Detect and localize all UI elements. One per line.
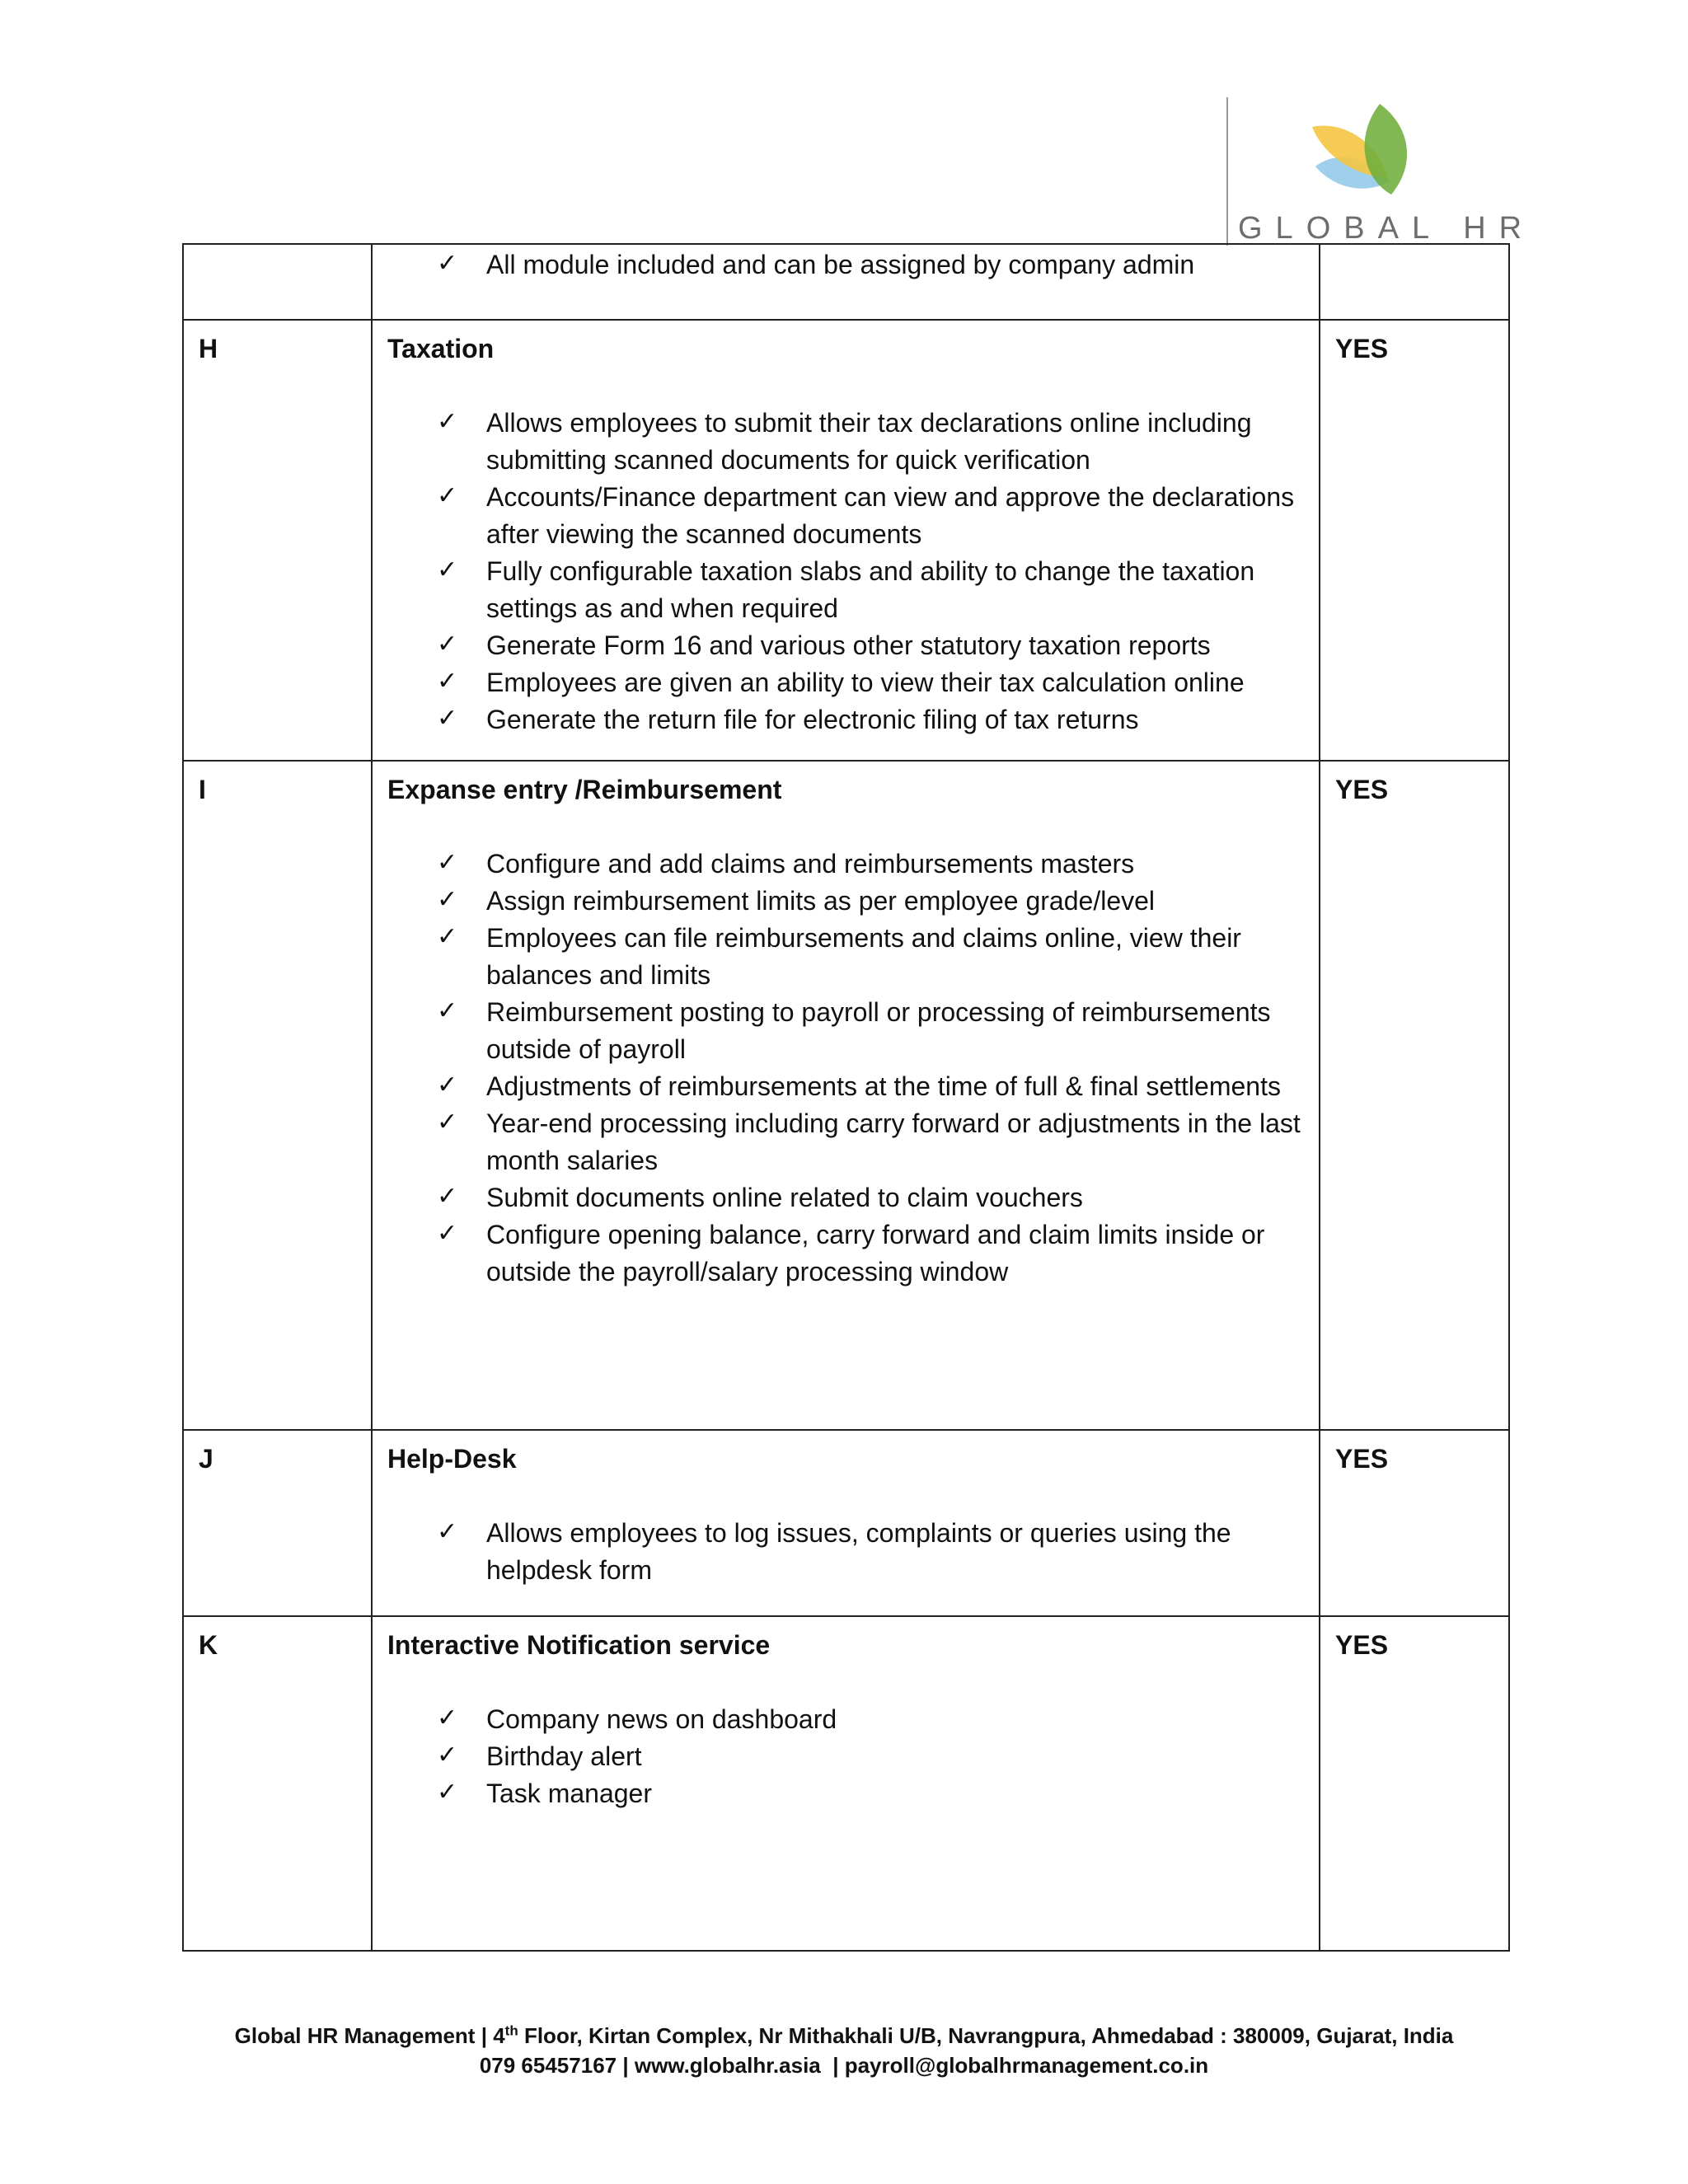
- footer-address: Floor, Kirtan Complex, Nr Mithakhali U/B, Navrangpura, Ahmedabad : 380009, Gujarat, India: [523, 2023, 1454, 2048]
- checkmark-icon: ✓: [437, 630, 458, 658]
- list-item-text: Adjustments of reimbursements at the time of full & final settlements: [486, 1071, 1281, 1101]
- row-description-cell: [372, 761, 1320, 1430]
- row-id-cell: H: [183, 320, 372, 761]
- list-item-text: Configure and add claims and reimbursements masters: [486, 849, 1135, 879]
- list-item: [437, 920, 1304, 994]
- list-item: [437, 1068, 1304, 1105]
- checkmark-icon: ✓: [437, 704, 458, 733]
- row-availability-cell: [1320, 244, 1509, 320]
- feature-title: Expanse entry /Reimbursement: [387, 775, 782, 804]
- list-item: [437, 1515, 1304, 1589]
- footer-floor-suffix: th: [504, 2022, 518, 2039]
- list-item-text: Reimbursement posting to payroll or processing of reimbursements outside of payroll: [486, 997, 1271, 1064]
- table-row-help-desk: [183, 1430, 1509, 1616]
- list-item: [437, 1738, 1304, 1775]
- row-availability-cell: YES: [1320, 761, 1509, 1430]
- checkmark-icon: ✓: [437, 996, 458, 1025]
- checkmark-icon: ✓: [437, 249, 458, 278]
- table-row-notification-service: [183, 1616, 1509, 1951]
- logo-wordmark: GLOBAL HR: [1238, 211, 1536, 246]
- list-item-text: Fully configurable taxation slabs and ability to change the taxation settings as and when required: [486, 556, 1255, 623]
- list-item-text: Employees can file reimbursements and claims online, view their balances and limits: [486, 923, 1241, 990]
- footer-contact-line: [0, 2050, 1688, 2080]
- company-logo: [1226, 97, 1536, 246]
- list-item: [437, 701, 1304, 738]
- checkmark-icon: ✓: [437, 1517, 458, 1546]
- checkmark-icon: ✓: [437, 922, 458, 951]
- feature-table: [182, 243, 1510, 1952]
- list-item: [437, 405, 1304, 479]
- feature-list: [387, 1701, 1304, 1812]
- feature-title: Help-Desk: [387, 1444, 517, 1474]
- page-footer: [0, 2021, 1688, 2080]
- list-item-text: Allows employees to log issues, complaints or queries using the helpdesk form: [486, 1518, 1231, 1585]
- list-item-text: Birthday alert: [486, 1741, 642, 1771]
- checkmark-icon: ✓: [437, 481, 458, 510]
- row-description-cell: [372, 1616, 1320, 1951]
- list-item-text: Year-end processing including carry forward or adjustments in the last month salaries: [486, 1108, 1301, 1175]
- row-id-cell: J: [183, 1430, 372, 1616]
- list-item: [437, 994, 1304, 1068]
- list-item-text: Allows employees to submit their tax declarations online including submitting scanned documents for quick verification: [486, 408, 1252, 475]
- footer-separator: |: [832, 2053, 839, 2078]
- list-item: [437, 883, 1304, 920]
- list-item: [437, 846, 1304, 883]
- list-item: [437, 553, 1304, 627]
- checkmark-icon: ✓: [437, 1219, 458, 1248]
- list-item: [437, 664, 1304, 701]
- list-item: [437, 246, 1304, 284]
- list-item-text: Accounts/Finance department can view and approve the declarations after viewing the scanned documents: [486, 482, 1295, 549]
- list-item-text: Assign reimbursement limits as per employee grade/level: [486, 886, 1156, 916]
- row-id-cell: I: [183, 761, 372, 1430]
- row-availability-cell: YES: [1320, 320, 1509, 761]
- feature-list: [387, 405, 1304, 738]
- logo-divider: [1226, 97, 1228, 246]
- checkmark-icon: ✓: [437, 407, 458, 436]
- checkmark-icon: ✓: [437, 885, 458, 914]
- checkmark-icon: ✓: [437, 1741, 458, 1769]
- list-item: [437, 1179, 1304, 1216]
- list-item: [437, 1105, 1304, 1179]
- checkmark-icon: ✓: [437, 1071, 458, 1099]
- footer-separator: |: [622, 2053, 629, 2078]
- checkmark-icon: ✓: [437, 1704, 458, 1732]
- table-row-reimbursement: [183, 761, 1509, 1430]
- feature-list: [387, 1515, 1304, 1589]
- footer-floor-number: 4: [493, 2023, 505, 2048]
- row-availability-cell: YES: [1320, 1616, 1509, 1951]
- checkmark-icon: ✓: [437, 667, 458, 696]
- list-item-text: All module included and can be assigned by company admin: [486, 250, 1195, 279]
- feature-title: Interactive Notification service: [387, 1630, 771, 1660]
- leaf-logo-icon: [1309, 102, 1424, 209]
- checkmark-icon: ✓: [437, 1108, 458, 1137]
- checkmark-icon: ✓: [437, 1778, 458, 1807]
- row-description-cell: [372, 244, 1320, 320]
- list-item: [437, 1216, 1304, 1291]
- list-item-text: Company news on dashboard: [486, 1704, 837, 1734]
- footer-email-link[interactable]: payroll@globalhrmanagement.co.in: [844, 2053, 1209, 2078]
- footer-phone: 079 65457167: [479, 2053, 617, 2078]
- feature-list: [387, 245, 1304, 284]
- feature-list: [387, 846, 1304, 1291]
- footer-company: Global HR Management: [234, 2023, 476, 2048]
- footer-address-line: [0, 2021, 1688, 2050]
- row-description-cell: [372, 320, 1320, 761]
- checkmark-icon: ✓: [437, 555, 458, 584]
- list-item-text: Task manager: [486, 1779, 652, 1808]
- list-item: [437, 479, 1304, 553]
- row-availability-cell: YES: [1320, 1430, 1509, 1616]
- table-row-taxation: [183, 320, 1509, 761]
- footer-website-link[interactable]: www.globalhr.asia: [634, 2053, 821, 2078]
- list-item: [437, 1701, 1304, 1738]
- row-description-cell: [372, 1430, 1320, 1616]
- list-item-text: Submit documents online related to claim vouchers: [486, 1183, 1083, 1212]
- table-row-continuation: [183, 244, 1509, 320]
- list-item-text: Generate Form 16 and various other statutory taxation reports: [486, 630, 1211, 660]
- feature-title: Taxation: [387, 334, 495, 363]
- footer-separator: |: [481, 2023, 487, 2048]
- list-item-text: Employees are given an ability to view their tax calculation online: [486, 668, 1245, 697]
- checkmark-icon: ✓: [437, 1182, 458, 1211]
- checkmark-icon: ✓: [437, 848, 458, 877]
- list-item: [437, 1775, 1304, 1812]
- row-id-cell: K: [183, 1616, 372, 1951]
- list-item-text: Configure opening balance, carry forward and claim limits inside or outside the payroll/salary processing window: [486, 1220, 1265, 1286]
- list-item-text: Generate the return file for electronic filing of tax returns: [486, 705, 1139, 734]
- row-id-cell: [183, 244, 372, 320]
- list-item: [437, 627, 1304, 664]
